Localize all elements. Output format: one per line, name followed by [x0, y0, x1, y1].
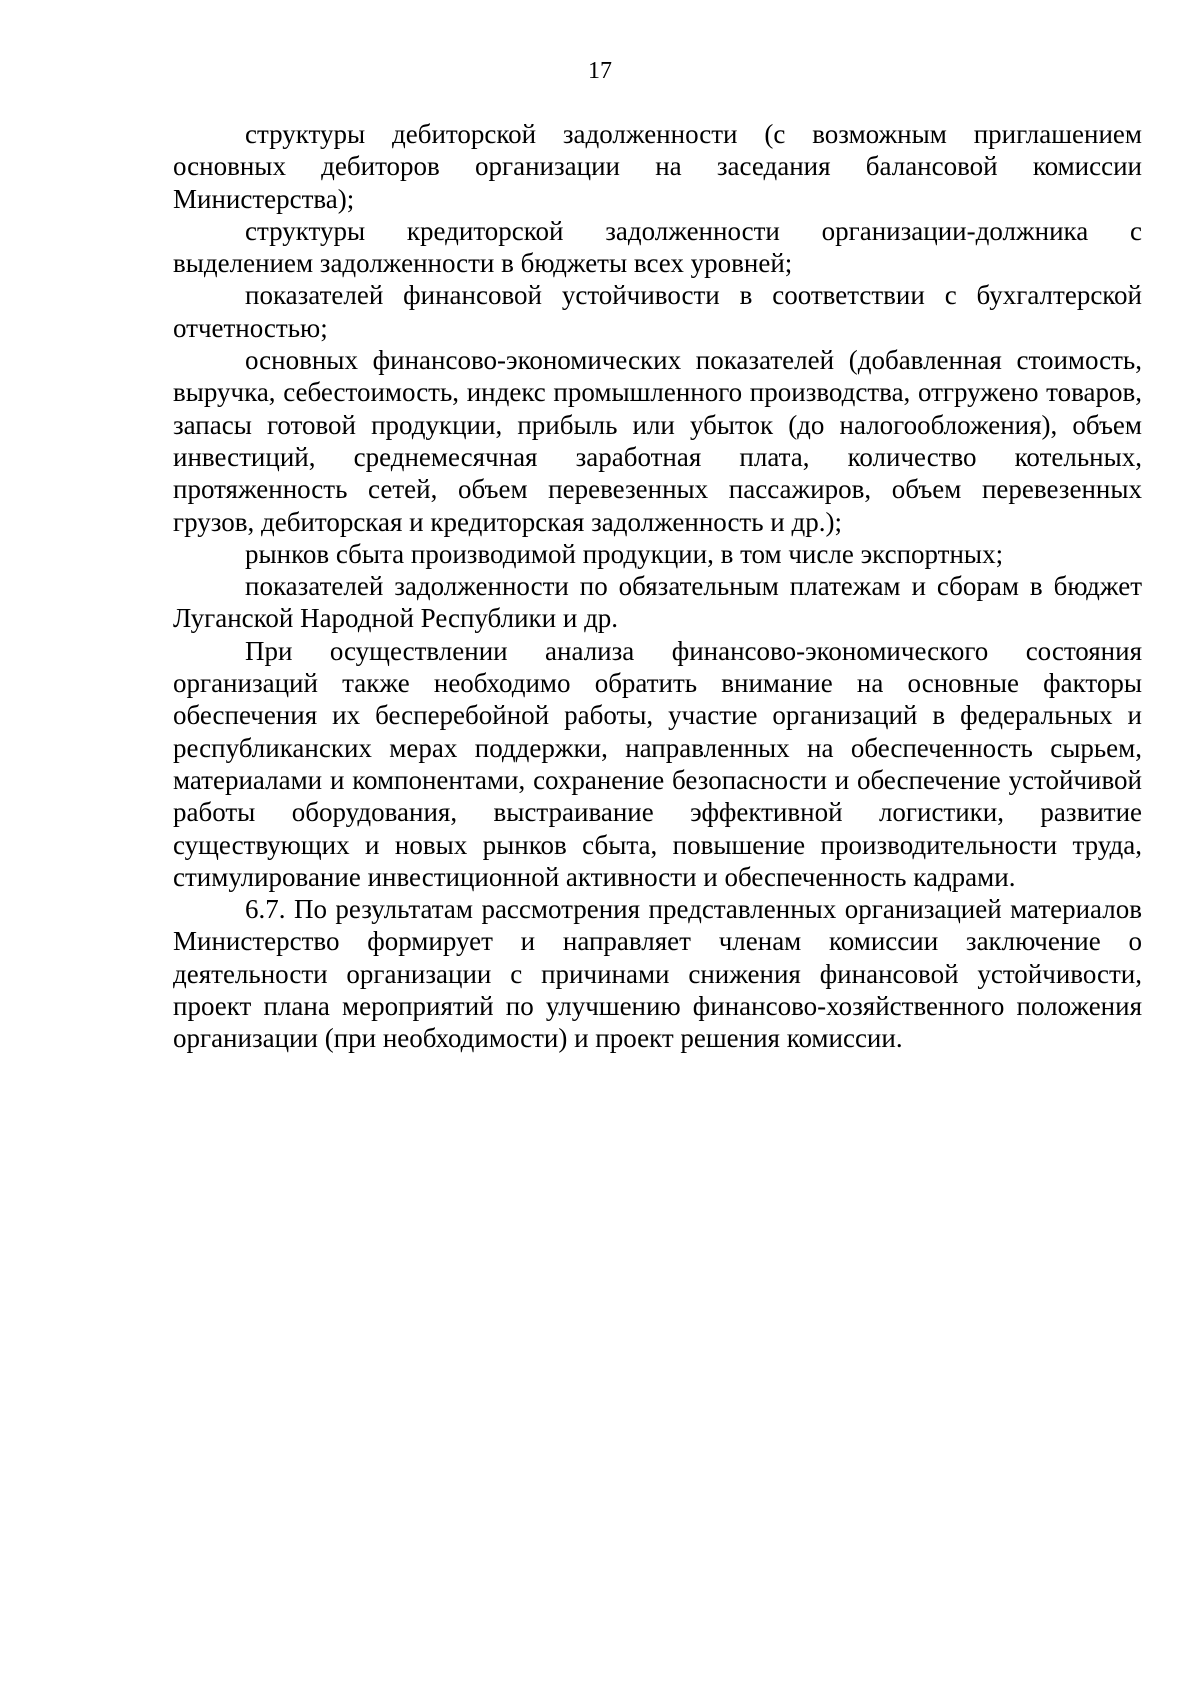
page-number: 17	[588, 58, 612, 84]
paragraph-mandatory-payments: показателей задолженности по обязательным платежам и сборам в бюджет Луганской Народной Республики и др.	[173, 571, 1142, 634]
paragraph-analysis-factors: При осуществлении анализа финансово-экономического состояния организаций также необходимо обратить внимание на основные факторы обеспечения их бесперебойной работы, участие организаций в федеральных и республиканских мерах поддержки, направленных на обеспеченность сырьем, материалами и компонентами, сохранение безопасности и обеспечение устойчивой работы оборудования, выстраивание эффективной логистики, развитие существующих и новых рынков сбыта, повышение производительности труда, стимулирование инвестиционной активности и обеспеченность кадрами.	[173, 635, 1142, 892]
paragraph-sales-markets: рынков сбыта производимой продукции, в том числе экспортных;	[245, 538, 1004, 569]
paragraph-receivables-structure: структуры дебиторской задолженности (с возможным приглашением основных дебиторов организации на заседания балансовой комиссии Министерства);	[173, 119, 1142, 214]
document-body	[173, 118, 1142, 1055]
paragraph-economic-indicators: основных финансово-экономических показателей (добавленная стоимость, выручка, себестоимость, индекс промышленного производства, отгружено товаров, запасы готовой продукции, прибыль или убыток (до налогообложения), объем инвестиций, среднемесячная заработная плата, количество котельных, протяженность сетей, объем перевезенных пассажиров, объем перевезенных грузов, дебиторская и кредиторская задолженность и др.);	[173, 345, 1142, 537]
paragraph-financial-stability: показателей финансовой устойчивости в соответствии с бухгалтерской отчетностью;	[173, 280, 1142, 343]
paragraph-payables-structure: структуры кредиторской задолженности организации-должника с выделением задолженности в бюджеты всех уровней;	[173, 215, 1142, 279]
paragraph-section-6-7: 6.7. По результатам рассмотрения представленных организацией материалов Министерство формирует и направляет членам комиссии заключение о деятельности организации с причинами снижения финансовой устойчивости, проект плана мероприятий по улучшению финансово-хозяйственного положения организации (при необходимости) и проект решения комиссии.	[173, 894, 1142, 1054]
